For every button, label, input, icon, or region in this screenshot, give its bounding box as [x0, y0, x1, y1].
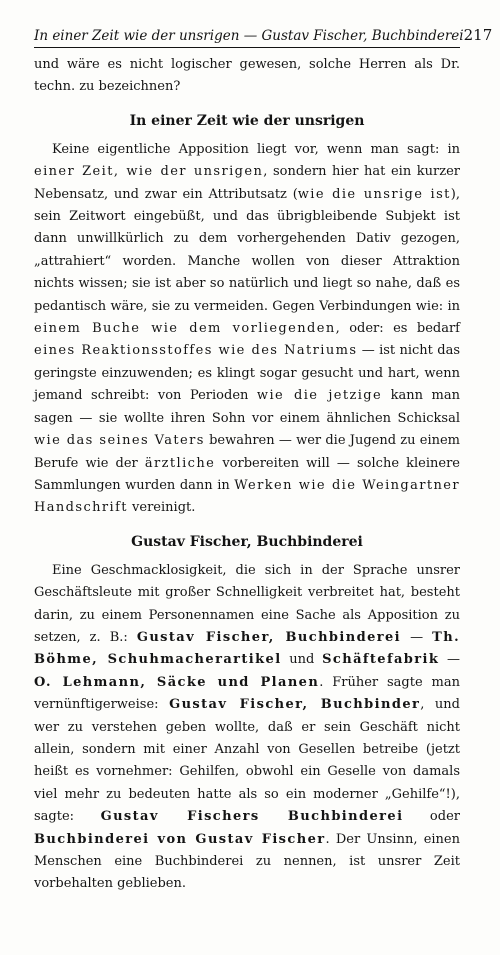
text-run: — ist nicht das geringste einzuwenden; es klingt sogar gesucht und hart, wenn jemand schreibt: von Perioden	[34, 343, 460, 404]
section-heading-zeit: In einer Zeit wie der unsrigen	[129, 112, 365, 129]
text-run: und	[281, 652, 323, 668]
example-phrase: Gustav Fischers Buchbinderei	[100, 809, 404, 825]
example-phrase: Gustav Fischer, Buchbinder	[169, 697, 421, 713]
paragraph-fischer	[34, 560, 460, 896]
example-phrase: Gustav Fischer, Buchbinderei	[136, 629, 402, 645]
text-run: . Früher sagte man vernünftigerweise:	[34, 674, 460, 713]
text-run: , oder: es bedarf	[335, 321, 460, 337]
example-phrase: Werken wie die Weingartner Handschrift	[34, 477, 460, 516]
text-run: kann man sagen — sie wollte ihren Sohn vor einem ähnlichen Schicksal	[34, 388, 460, 426]
example-phrase: Buchbinderei von Gustav Fischer	[34, 831, 326, 847]
intro-paragraph: und wäre es nicht logischer gewesen, solche Herren als Dr. techn. zu bezeichnen?	[34, 57, 460, 95]
example-phrase: O. Lehmann, Säcke und Planen	[34, 674, 320, 690]
text-run: . Der Unsinn, einen Menschen eine Buchbinderei zu nennen, ist unsrer Zeit vorbehalten geblieben.	[34, 831, 460, 892]
example-phrase: ärztliche	[144, 455, 216, 471]
running-header	[34, 26, 493, 48]
text-run: , sondern hier hat ein kurzer Nebensatz, und zwar ein Attributsatz (	[34, 164, 460, 202]
page-number: 217	[463, 26, 493, 44]
paragraph-zeit	[34, 139, 460, 520]
section-heading-fischer: Gustav Fischer, Buchbinderei	[131, 533, 363, 550]
example-phrase: wie die jetzige	[256, 388, 383, 404]
text-run: Keine eigentliche Apposition liegt vor, wenn man sagt: in	[52, 141, 460, 157]
text-run: oder	[403, 809, 460, 825]
text-run: —	[439, 652, 460, 668]
text-run: bewahren — wer die Jugend zu einem Berufe wie der	[34, 433, 460, 471]
running-title: In einer Zeit wie der unsrigen — Gustav Fischer, Buchbinderei	[34, 28, 464, 44]
text-run: vorbereiten will — solche kleinere Sammlungen wurden dann in	[34, 455, 460, 493]
example-phrase: eines Reaktionsstoffes wie des Natriums	[34, 343, 358, 359]
text-run: vereinigt.	[127, 500, 196, 516]
example-phrase: wie die unsrige ist	[297, 186, 451, 202]
book-page	[34, 26, 493, 896]
text-run: Eine Geschmacklosigkeit, die sich in der Sprache unsrer Geschäftsleute mit großer Schnelligkeit verbreitet hat, besteht darin, zu einem Personennamen eine Sache als Apposition zu setzen, z. B.:	[34, 562, 460, 645]
text-run: , und wer zu verstehen geben wollte, daß er sein Geschäft nicht allein, sondern mit einer Anzahl von Gesellen betreibe (jetzt heißt es vornehmer: Gehilfen, obwohl ein Geselle von damals viel mehr zu bedeuten hatte als so ein moderner „Gehilfe“!), sagte:	[34, 697, 460, 825]
example-phrase: einer Zeit, wie der unsrigen	[34, 164, 264, 180]
example-phrase: wie das seines Vaters	[34, 433, 205, 449]
text-run: —	[401, 629, 433, 645]
example-phrase: Th. Böhme, Schuhmacherartikel	[34, 629, 460, 668]
example-phrase: einem Buche wie dem vorliegenden	[34, 321, 336, 337]
text-run: ), sein Zeitwort eingebüßt, und das übrigbleibende Subjekt ist dann unwillkürlich zu dem vorhergehenden Dativ gezogen, „attrahiert“ worden. Manche wollen von dieser Attraktion nichts wissen; sie ist aber so natürlich und liegt so nahe, daß es pedantisch wäre, sie zu vermeiden. Gegen Verbindungen wie: in	[34, 186, 460, 314]
example-phrase: Schäftefabrik	[322, 652, 440, 668]
